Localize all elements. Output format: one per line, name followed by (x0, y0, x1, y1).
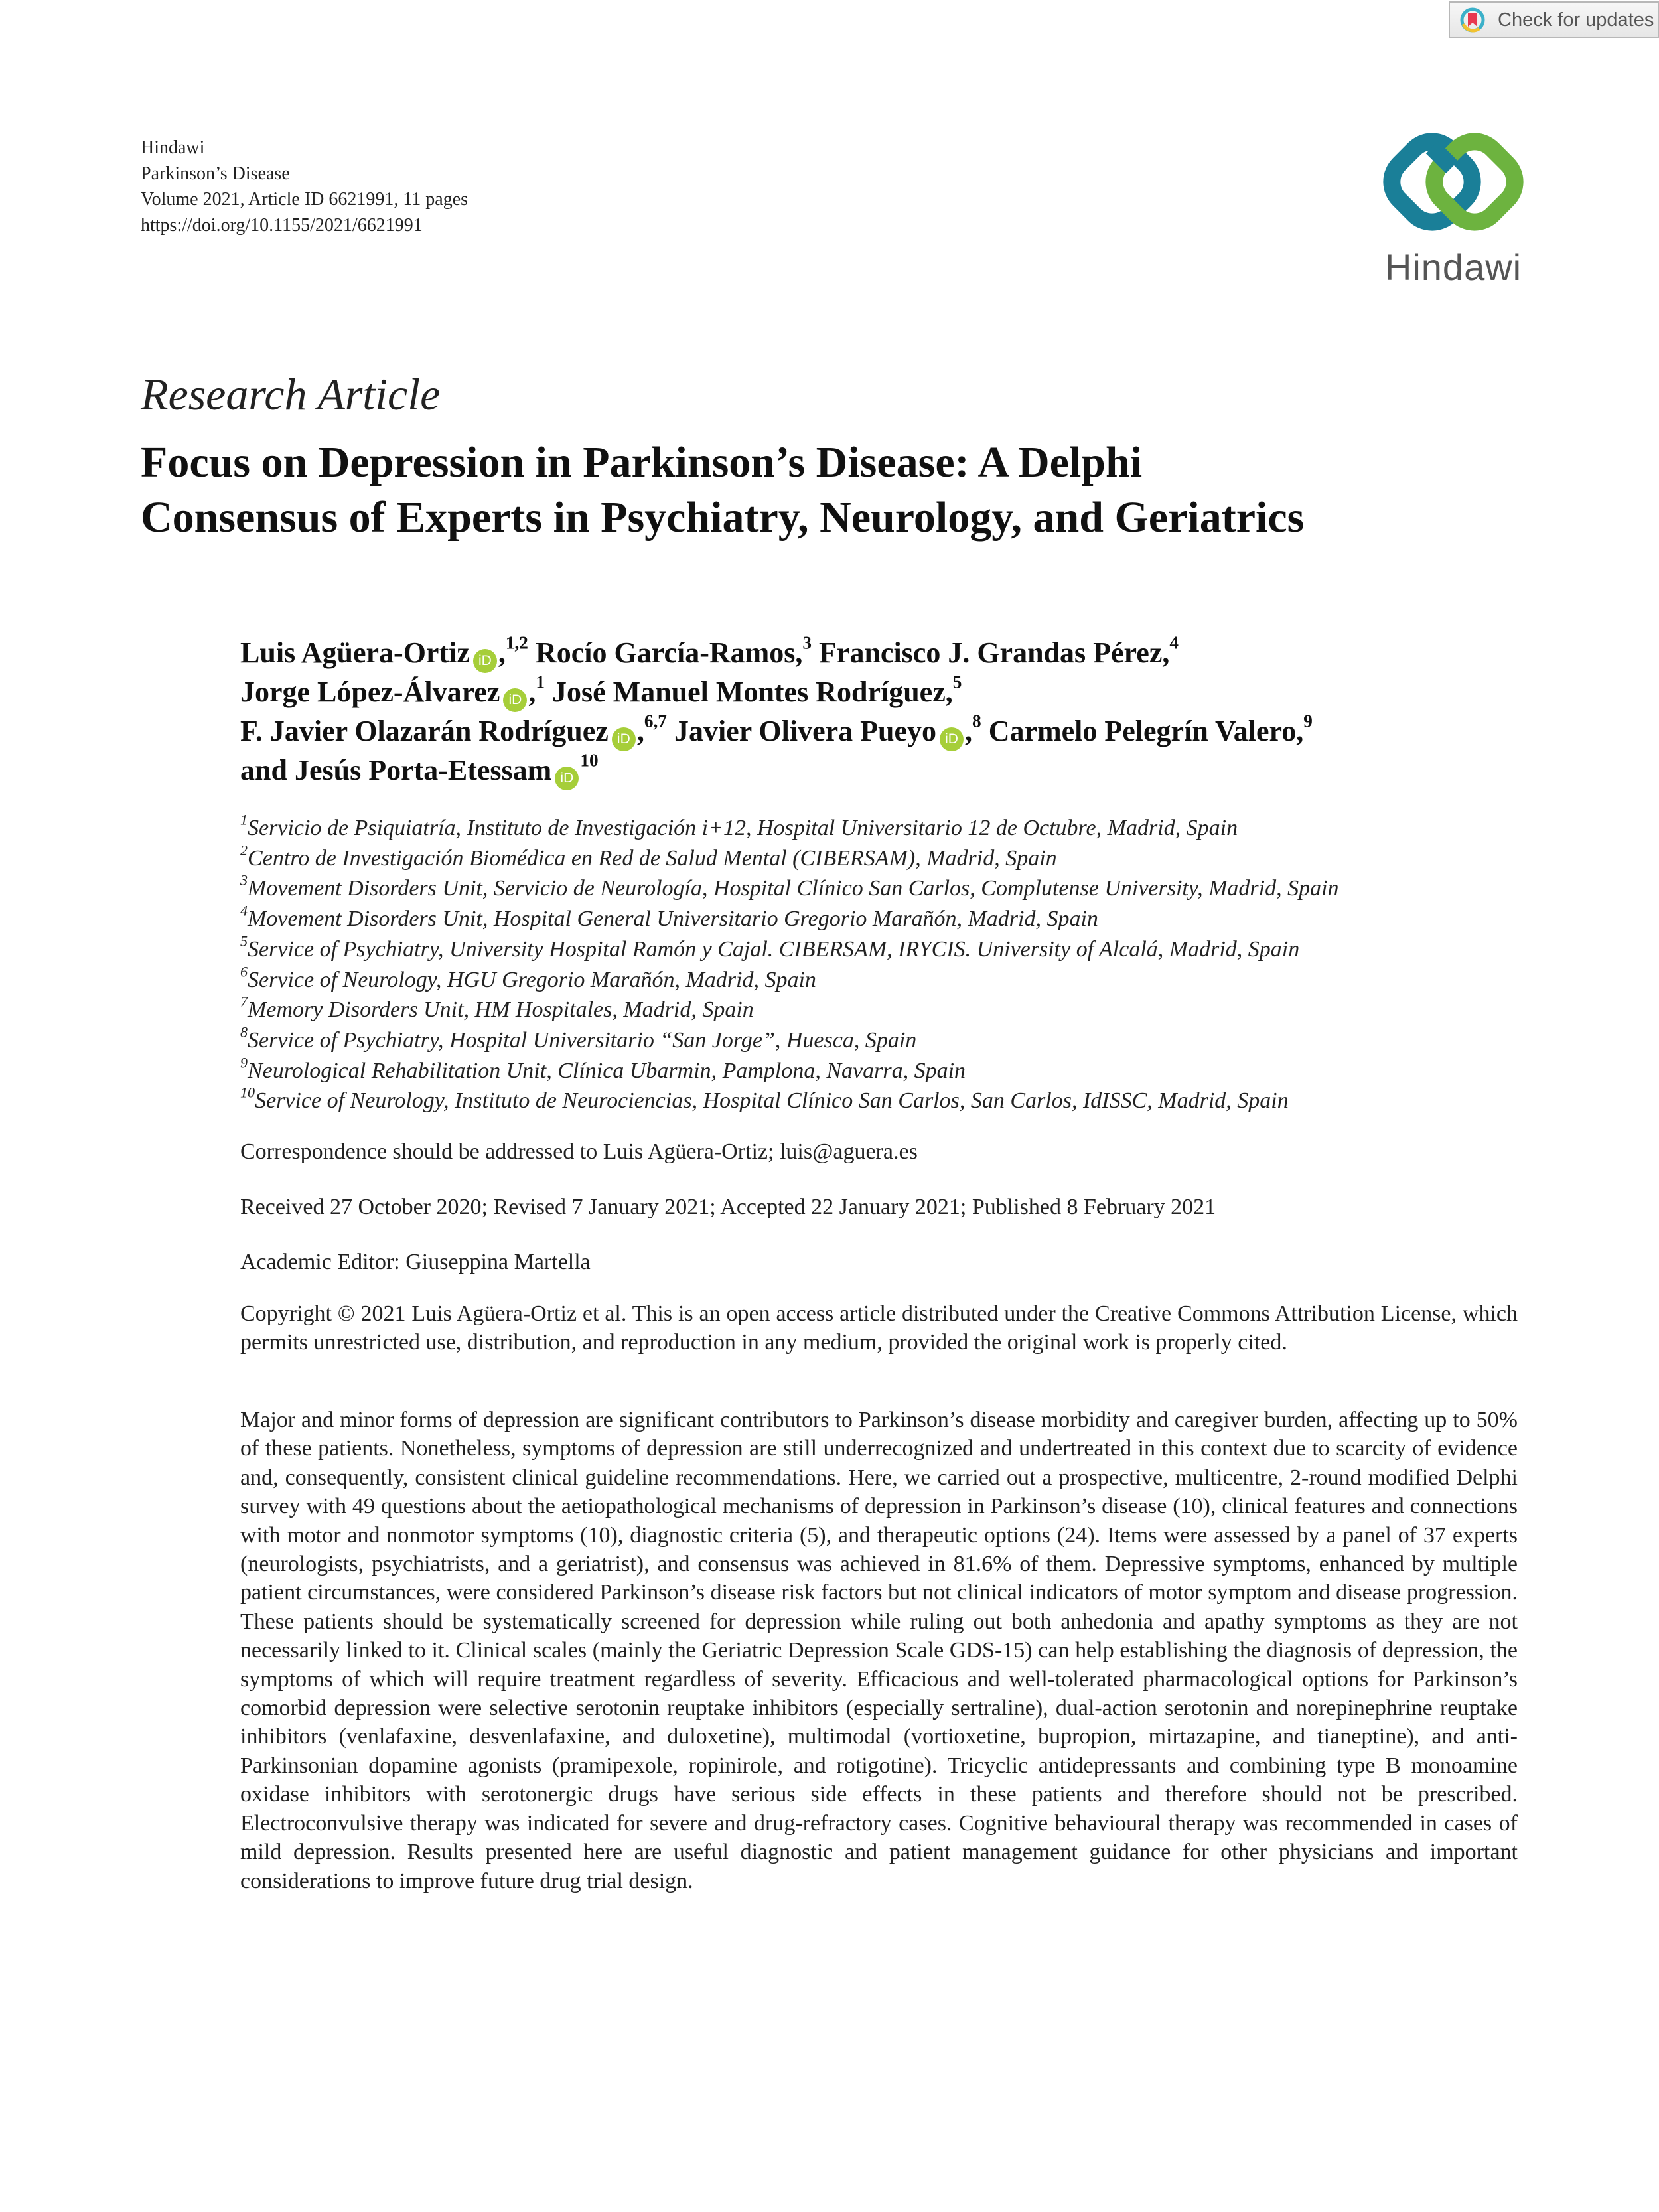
affiliation-number: 9 (240, 1054, 248, 1071)
affiliation-item (240, 873, 1339, 904)
affiliation-item (240, 904, 1339, 934)
affiliation-number: 2 (240, 842, 248, 859)
title-line: Consensus of Experts in Psychiatry, Neurology, and Geriatrics (141, 493, 1305, 542)
affiliation-item (240, 844, 1339, 874)
check-for-updates-label: Check for updates (1498, 9, 1654, 31)
journal-header (141, 135, 468, 238)
affiliation-text: Servicio de Psiquiatría, Instituto de Investigación i+12, Hospital Universitario 12 de Octubre, Madrid, Spain (248, 816, 1238, 840)
publication-dates: Received 27 October 2020; Revised 7 January 2021; Accepted 22 January 2021; Published 8 February 2021 (240, 1195, 1216, 1219)
volume-info: Volume 2021, Article ID 6621991, 11 pages (141, 189, 469, 210)
affiliation-item (240, 995, 1339, 1025)
author-separator: , (795, 636, 803, 669)
affiliation-item (240, 813, 1339, 844)
author-name: Javier Olivera Pueyo (674, 715, 937, 747)
publisher-name: Hindawi (141, 137, 205, 158)
academic-editor: Academic Editor: Giuseppina Martella (240, 1250, 591, 1274)
author-name: Francisco J. Grandas Pérez (819, 636, 1163, 669)
author-affiliation: 3 (802, 632, 812, 653)
bookmark-badge-icon (1459, 7, 1486, 33)
author-name: Rocío García-Ramos (535, 636, 796, 669)
affiliation-number: 3 (240, 871, 248, 889)
affiliation-item (240, 965, 1339, 995)
affiliation-list (240, 813, 1339, 1116)
affiliation-number: 8 (240, 1023, 248, 1041)
author-name: F. Javier Olazarán Rodríguez (240, 715, 609, 747)
author-separator: , (498, 636, 506, 669)
copyright-notice: Copyright © 2021 Luis Agüera-Ortiz et al. This is an open access article distributed under the Creative Commons Attribution License, which permits unrestricted use, distribution, and reproduction in any medium, provided the original work is properly cited. (240, 1301, 1518, 1355)
author-name: José Manuel Montes Rodríguez (552, 676, 946, 708)
affiliation-text: Movement Disorders Unit, Servicio de Neurología, Hospital Clínico San Carlos, Complutense University, Madrid, Spain (248, 876, 1339, 901)
author-affiliation: 8 (972, 711, 981, 731)
author-separator: , (528, 676, 536, 708)
author-separator: , (1296, 715, 1304, 747)
affiliation-text: Service of Neurology, Instituto de Neurociencias, Hospital Clínico San Carlos, San Carlos, IdISSC, Madrid, Spain (255, 1088, 1289, 1114)
author-name: Jorge López-Álvarez (240, 676, 500, 708)
affiliation-text: Service of Psychiatry, University Hospital Ramón y Cajal. CIBERSAM, IRYCIS. University of Alcalá, Madrid, Spain (248, 936, 1300, 962)
affiliation-item (240, 1025, 1339, 1056)
author-affiliation: 4 (1169, 632, 1179, 653)
author-separator: , (945, 676, 953, 708)
affiliation-number: 5 (240, 932, 248, 950)
orcid-icon[interactable]: iD (503, 688, 527, 712)
orcid-icon[interactable]: iD (473, 649, 497, 673)
author-affiliation: 1,2 (505, 632, 528, 653)
journal-name: Parkinson’s Disease (141, 163, 290, 184)
author-affiliation: 10 (580, 750, 599, 771)
affiliation-text: Neurological Rehabilitation Unit, Clínica Ubarmin, Pamplona, Navarra, Spain (248, 1058, 966, 1083)
orcid-icon[interactable]: iD (555, 767, 579, 790)
affiliation-number: 7 (240, 993, 248, 1010)
logo-wordmark: Hindawi (1384, 246, 1522, 288)
orcid-icon[interactable]: iD (612, 727, 636, 751)
check-for-updates-button[interactable] (1449, 1, 1659, 38)
affiliation-number: 6 (240, 963, 248, 980)
article-type: Research Article (141, 369, 441, 419)
hindawi-logo (1374, 133, 1533, 288)
affiliation-text: Memory Disorders Unit, HM Hospitales, Madrid, Spain (248, 997, 754, 1023)
author-affiliation: 5 (952, 672, 962, 692)
affiliation-text: Centro de Investigación Biomédica en Red de Salud Mental (CIBERSAM), Madrid, Spain (248, 846, 1057, 871)
author-affiliation: 1 (536, 672, 545, 692)
author-name: Carmelo Pelegrín Valero (988, 715, 1297, 747)
author-affiliation: 9 (1303, 711, 1313, 731)
affiliation-item (240, 934, 1339, 965)
orcid-icon[interactable]: iD (940, 727, 964, 751)
doi-link[interactable]: https://doi.org/10.1155/2021/6621991 (141, 215, 423, 236)
correspondence: Correspondence should be addressed to Luis Agüera-Ortiz; luis@aguera.es (240, 1140, 918, 1164)
affiliation-text: Service of Neurology, HGU Gregorio Marañón, Madrid, Spain (248, 967, 816, 992)
affiliation-item (240, 1056, 1339, 1086)
author-name: Luis Agüera-Ortiz (240, 636, 470, 669)
affiliation-item (240, 1086, 1339, 1116)
author-separator: , (1162, 636, 1170, 669)
author-list (240, 634, 1313, 790)
title-line: Focus on Depression in Parkinson’s Disease: A Delphi (141, 438, 1143, 486)
author-line (240, 634, 1313, 673)
interlocking-rings-icon (1374, 133, 1533, 246)
author-line (240, 751, 1313, 790)
author-name: and Jesús Porta-Etessam (240, 754, 552, 786)
affiliation-number: 1 (240, 811, 248, 828)
affiliation-number: 10 (240, 1084, 255, 1101)
author-affiliation: 6,7 (644, 711, 667, 731)
author-line (240, 673, 1313, 712)
affiliation-number: 4 (240, 902, 248, 919)
affiliation-text: Service of Psychiatry, Hospital Universitario “San Jorge”, Huesca, Spain (248, 1027, 917, 1053)
author-line (240, 712, 1313, 751)
abstract: Major and minor forms of depression are significant contributors to Parkinson’s disease morbidity and caregiver burden, affecting up to 50% of these patients. Nonetheless, symptoms of depression are still underrecognized and undertreated in this context due to scarcity of evidence and, consequently, consistent clinical guideline recommendations. Here, we carried out a prospective, multicentre, 2-round modified Delphi survey with 49 questions about the aetiopathological mechanisms of depression in Parkinson’s disease (10), clinical features and connections with motor and nonmotor symptoms (10), diagnostic criteria (5), and therapeutic options (24). Items were assessed by a panel of 37 experts (neurologists, psychiatrists, and a geriatrist), and consensus was achieved in 81.6% of them. Depressive symptoms, enhanced by multiple patient circumstances, were considered Parkinson’s disease risk factors but not clinical indicators of motor symptom and disease progression. These patients should be systematically screened for depression while ruling out both anhedonia and apathy symptoms as they are not necessarily linked to it. Clinical scales (mainly the Geriatric Depression Scale GDS-15) can help establishing the diagnosis of depression, the symptoms of which will require treatment regardless of severity. Efficacious and well-tolerated pharmacological options for Parkinson’s comorbid depression were selective serotonin reuptake inhibitors (especially sertraline), dual-action serotonin and norepinephrine reuptake inhibitors (venlafaxine, desvenlafaxine, and duloxetine), multimodal (vortioxetine, bupropion, mirtazapine, and tianeptine), and anti-Parkinsonian dopamine agonists (pramipexole, ropinirole, and rotigotine). Tricyclic antidepressants and combining type B monoamine oxidase inhibitors with serotonergic drugs have serious side effects in these patients and therefore should not be prescribed. Electroconvulsive therapy was indicated for severe and drug-refractory cases. Cognitive behavioural therapy was recommended in cases of mild depression. Results presented here are useful diagnostic and patient management guidance for other physicians and important considerations to improve future drug trial design. (240, 1408, 1518, 1893)
affiliation-text: Movement Disorders Unit, Hospital General Universitario Gregorio Marañón, Madrid, Spain (248, 907, 1098, 932)
article-title (141, 435, 1534, 545)
author-separator: , (636, 715, 644, 747)
author-separator: , (965, 715, 973, 747)
